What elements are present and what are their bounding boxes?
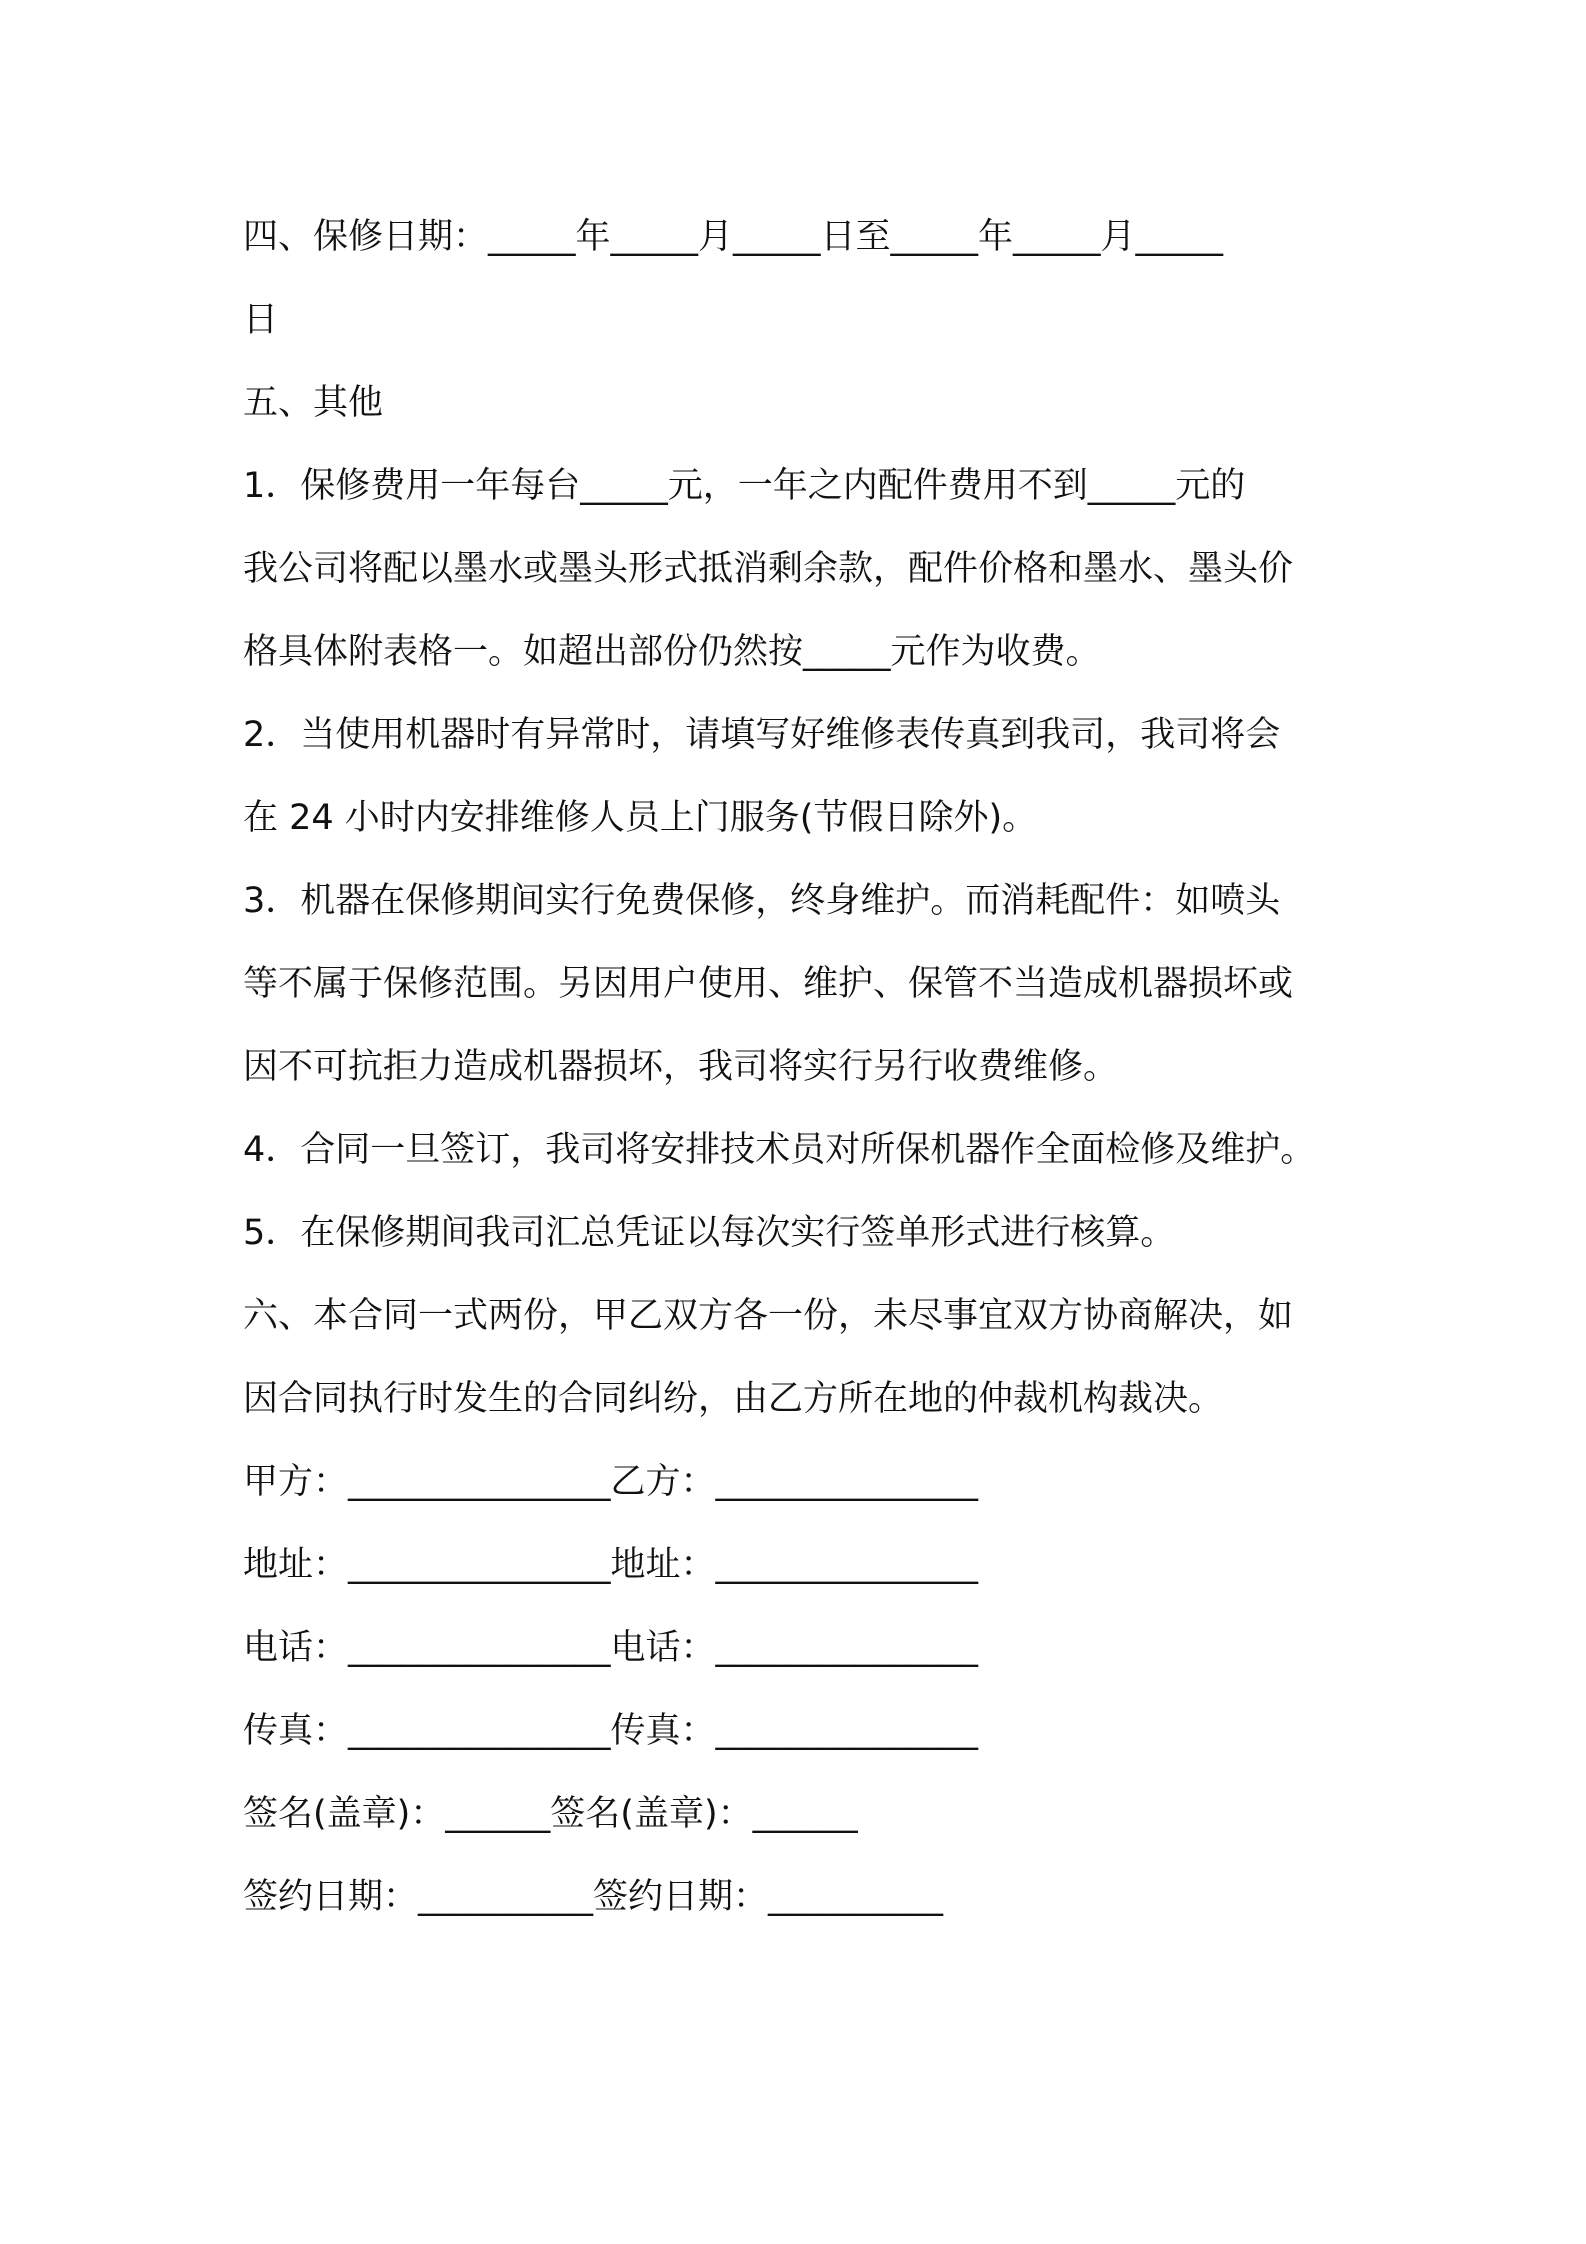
- party-line: 甲方：_______________乙方：_______________: [243, 1462, 979, 1502]
- clause-5: 5．在保修期间我司汇总凭证以每次实行签单形式进行核算。: [243, 1213, 1176, 1253]
- clause-4: 4．合同一旦签订，我司将安排技术员对所保机器作全面检修及维护。: [243, 1130, 1316, 1170]
- clause-2-line-2: 在 24 小时内安排维修人员上门服务(节假日除外)。: [243, 798, 1038, 838]
- section-six-line-1: 六、本合同一式两份，甲乙双方各一份，未尽事宜双方协商解决，如: [243, 1296, 1294, 1336]
- warranty-period-line-end: 日: [243, 300, 279, 340]
- clause-1-line-2: 我公司将配以墨水或墨头形式抵消剩余款，配件价格和墨水、墨头价: [243, 549, 1294, 589]
- clause-2-line-1: 2．当使用机器时有异常时，请填写好维修表传真到我司，我司将会: [243, 715, 1281, 755]
- clause-3-line-3: 因不可抗拒力造成机器损坏，我司将实行另行收费维修。: [243, 1047, 1119, 1087]
- section-six-line-2: 因合同执行时发生的合同纠纷，由乙方所在地的仲裁机构裁决。: [243, 1379, 1224, 1419]
- warranty-period-line: 四、保修日期：_____年_____月_____日至_____年_____月_____: [243, 217, 1224, 257]
- address-line: 地址：_______________地址：_______________: [243, 1545, 979, 1585]
- clause-3-line-2: 等不属于保修范围。另因用户使用、维护、保管不当造成机器损坏或: [243, 964, 1294, 1004]
- phone-line: 电话：_______________电话：_______________: [243, 1628, 979, 1668]
- clause-3-line-1: 3．机器在保修期间实行免费保修，终身维护。而消耗配件：如喷头: [243, 881, 1281, 921]
- clause-1-line-1: 1．保修费用一年每台_____元，一年之内配件费用不到_____元的: [243, 466, 1246, 506]
- clause-1-line-3: 格具体附表格一。如超出部份仍然按_____元作为收费。: [243, 632, 1101, 672]
- signing-date-line: 签约日期：__________签约日期：__________: [243, 1877, 944, 1917]
- section-other-heading: 五、其他: [243, 383, 384, 423]
- signature-line: 签名(盖章)：______签名(盖章)：______: [243, 1794, 858, 1834]
- fax-line: 传真：_______________传真：_______________: [243, 1711, 979, 1751]
- document-body: [243, 196, 1383, 1939]
